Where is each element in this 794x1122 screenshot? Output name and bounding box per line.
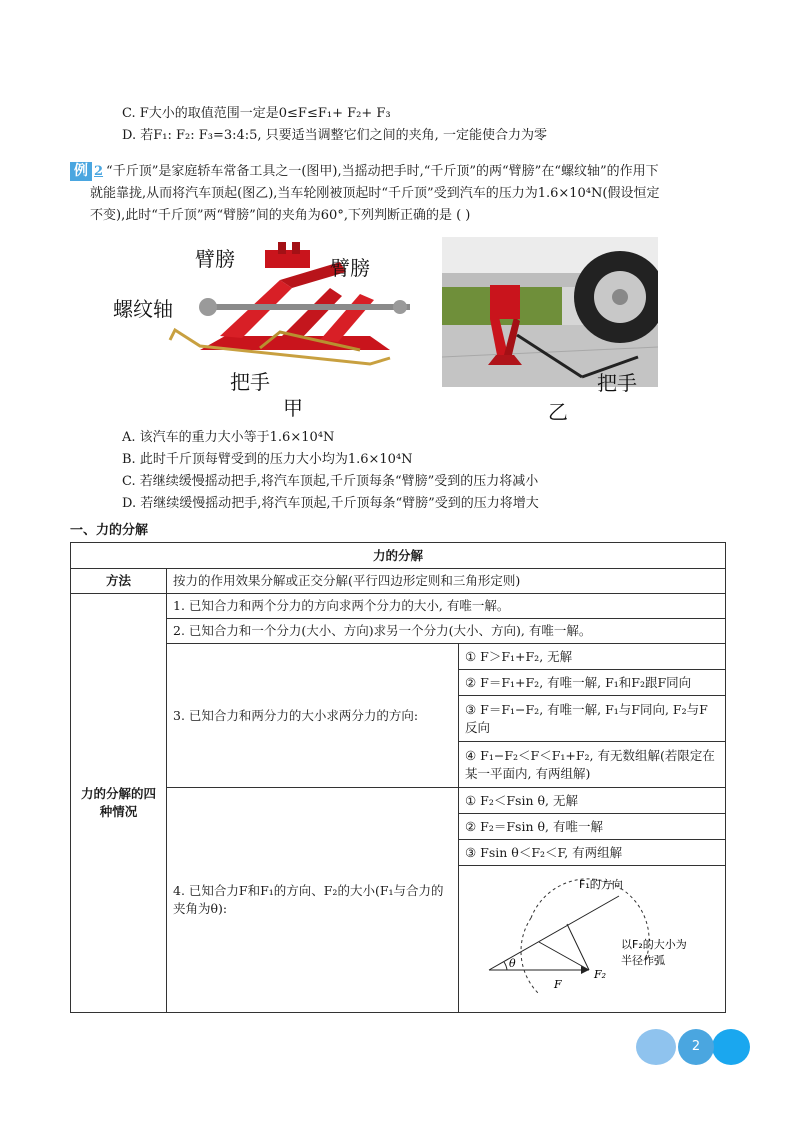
label-screw: 螺纹轴 — [113, 297, 173, 321]
option-a: A. 该汽车的重力大小等于1.6×10⁴N — [122, 430, 335, 445]
radius-arc-lower — [521, 918, 539, 994]
arc-note-2: 半径作弧 — [621, 954, 665, 967]
case-4-sub-2: ② F₂＝Fsin θ, 有唯一解 — [459, 814, 726, 840]
cases-label: 力的分解的四种情况 — [71, 594, 167, 1013]
arc-note-1: 以F₂的大小为 — [621, 938, 687, 951]
case-4: 4. 已知合力F和F₁的方向、F₂的大小(F₁与合力的夹角为θ): — [167, 788, 459, 1013]
example-text-1: “千斤顶”是家庭轿车常备工具之一(图甲),当摇动把手时,“千斤顶”的两“臂膀”在“螺纹轴”的作用下 — [106, 164, 659, 179]
f2-vector-2 — [539, 942, 589, 970]
page-number-badge — [678, 1029, 714, 1065]
option-d: D. 若继续缓慢摇动把手,将汽车顶起,千斤顶每条“臂膀”受到的压力将增大 — [122, 496, 539, 511]
example-line-1 — [70, 162, 659, 182]
label-arm-right: 臂膀 — [330, 256, 370, 280]
f-label: F — [554, 978, 562, 991]
f2-vector-1 — [567, 924, 589, 970]
case-3-sub-3: ③ F＝F₁−F₂, 有唯一解, F₁与F同向, F₂与F反向 — [459, 696, 726, 742]
caption-b: 乙 — [548, 400, 568, 424]
table-header: 力的分解 — [71, 543, 726, 569]
method-label: 方法 — [71, 569, 167, 594]
example-line-3: 不变),此时“千斤顶”两“臂膀”间的夹角为60°,下列判断正确的是 ( ) — [90, 208, 471, 223]
prev-option-c: C. F大小的取值范围一定是0≤F≤F₁+ F₂+ F₃ — [122, 106, 391, 121]
page-decoration-right — [712, 1029, 750, 1065]
option-c: C. 若继续缓慢摇动把手,将汽车顶起,千斤顶每条“臂膀”受到的压力将减小 — [122, 474, 539, 489]
page-decoration-left — [636, 1029, 676, 1065]
f2-label: F₂ — [594, 968, 607, 981]
caption-a: 甲 — [283, 396, 303, 420]
force-decomposition-table — [70, 542, 726, 1013]
option-b: B. 此时千斤顶每臂受到的压力大小均为1.6×10⁴N — [122, 452, 413, 467]
decomposition-diagram — [459, 866, 724, 1007]
case-3-sub-4: ④ F₁−F₂＜F＜F₁+F₂, 有无数组解(若限定在某一平面内, 有两组解) — [459, 742, 726, 788]
case-4-sub-1: ① F₂＜Fsin θ, 无解 — [459, 788, 726, 814]
case-2: 2. 已知合力和一个分力(大小、方向)求另一个分力(大小、方向), 有唯一解。 — [167, 619, 726, 644]
f1-direction-label: F₁的方向 — [579, 878, 623, 891]
method-text: 按力的作用效果分解或正交分解(平行四边形定则和三角形定则) — [167, 569, 726, 594]
section-title: 一、力的分解 — [70, 523, 149, 538]
case-1: 1. 已知合力和两个分力的方向求两个分力的大小, 有唯一解。 — [167, 594, 726, 619]
example-number: 2 — [94, 164, 104, 179]
label-handle-a: 把手 — [230, 370, 270, 394]
page-number: 2 — [691, 1039, 701, 1054]
theta-arc — [504, 962, 507, 970]
prev-option-d: D. 若F₁: F₂: F₃=3:4:5, 只要适当调整它们之间的夹角, 一定能使合力为零 — [122, 128, 547, 143]
label-arm-left: 臂膀 — [195, 247, 235, 271]
example-badge: 例 — [70, 162, 92, 181]
car-lift-photo — [442, 237, 658, 387]
case-3: 3. 已知合力和两分力的大小求两分力的方向: — [167, 644, 459, 788]
case-4-sub-3: ③ Fsin θ＜F₂＜F, 有两组解 — [459, 840, 726, 866]
case-3-sub-1: ① F＞F₁+F₂, 无解 — [459, 644, 726, 670]
theta-label: θ — [509, 957, 516, 970]
case-4-diagram-cell — [459, 866, 726, 1013]
case-3-sub-2: ② F＝F₁+F₂, 有唯一解, F₁和F₂跟F同向 — [459, 670, 726, 696]
example-line-2: 就能靠拢,从而将汽车顶起(图乙),当车轮刚被顶起时“千斤顶”受到汽车的压力为1.6×10⁴N(假设恒定 — [90, 186, 660, 201]
label-handle-b: 把手 — [597, 371, 637, 395]
